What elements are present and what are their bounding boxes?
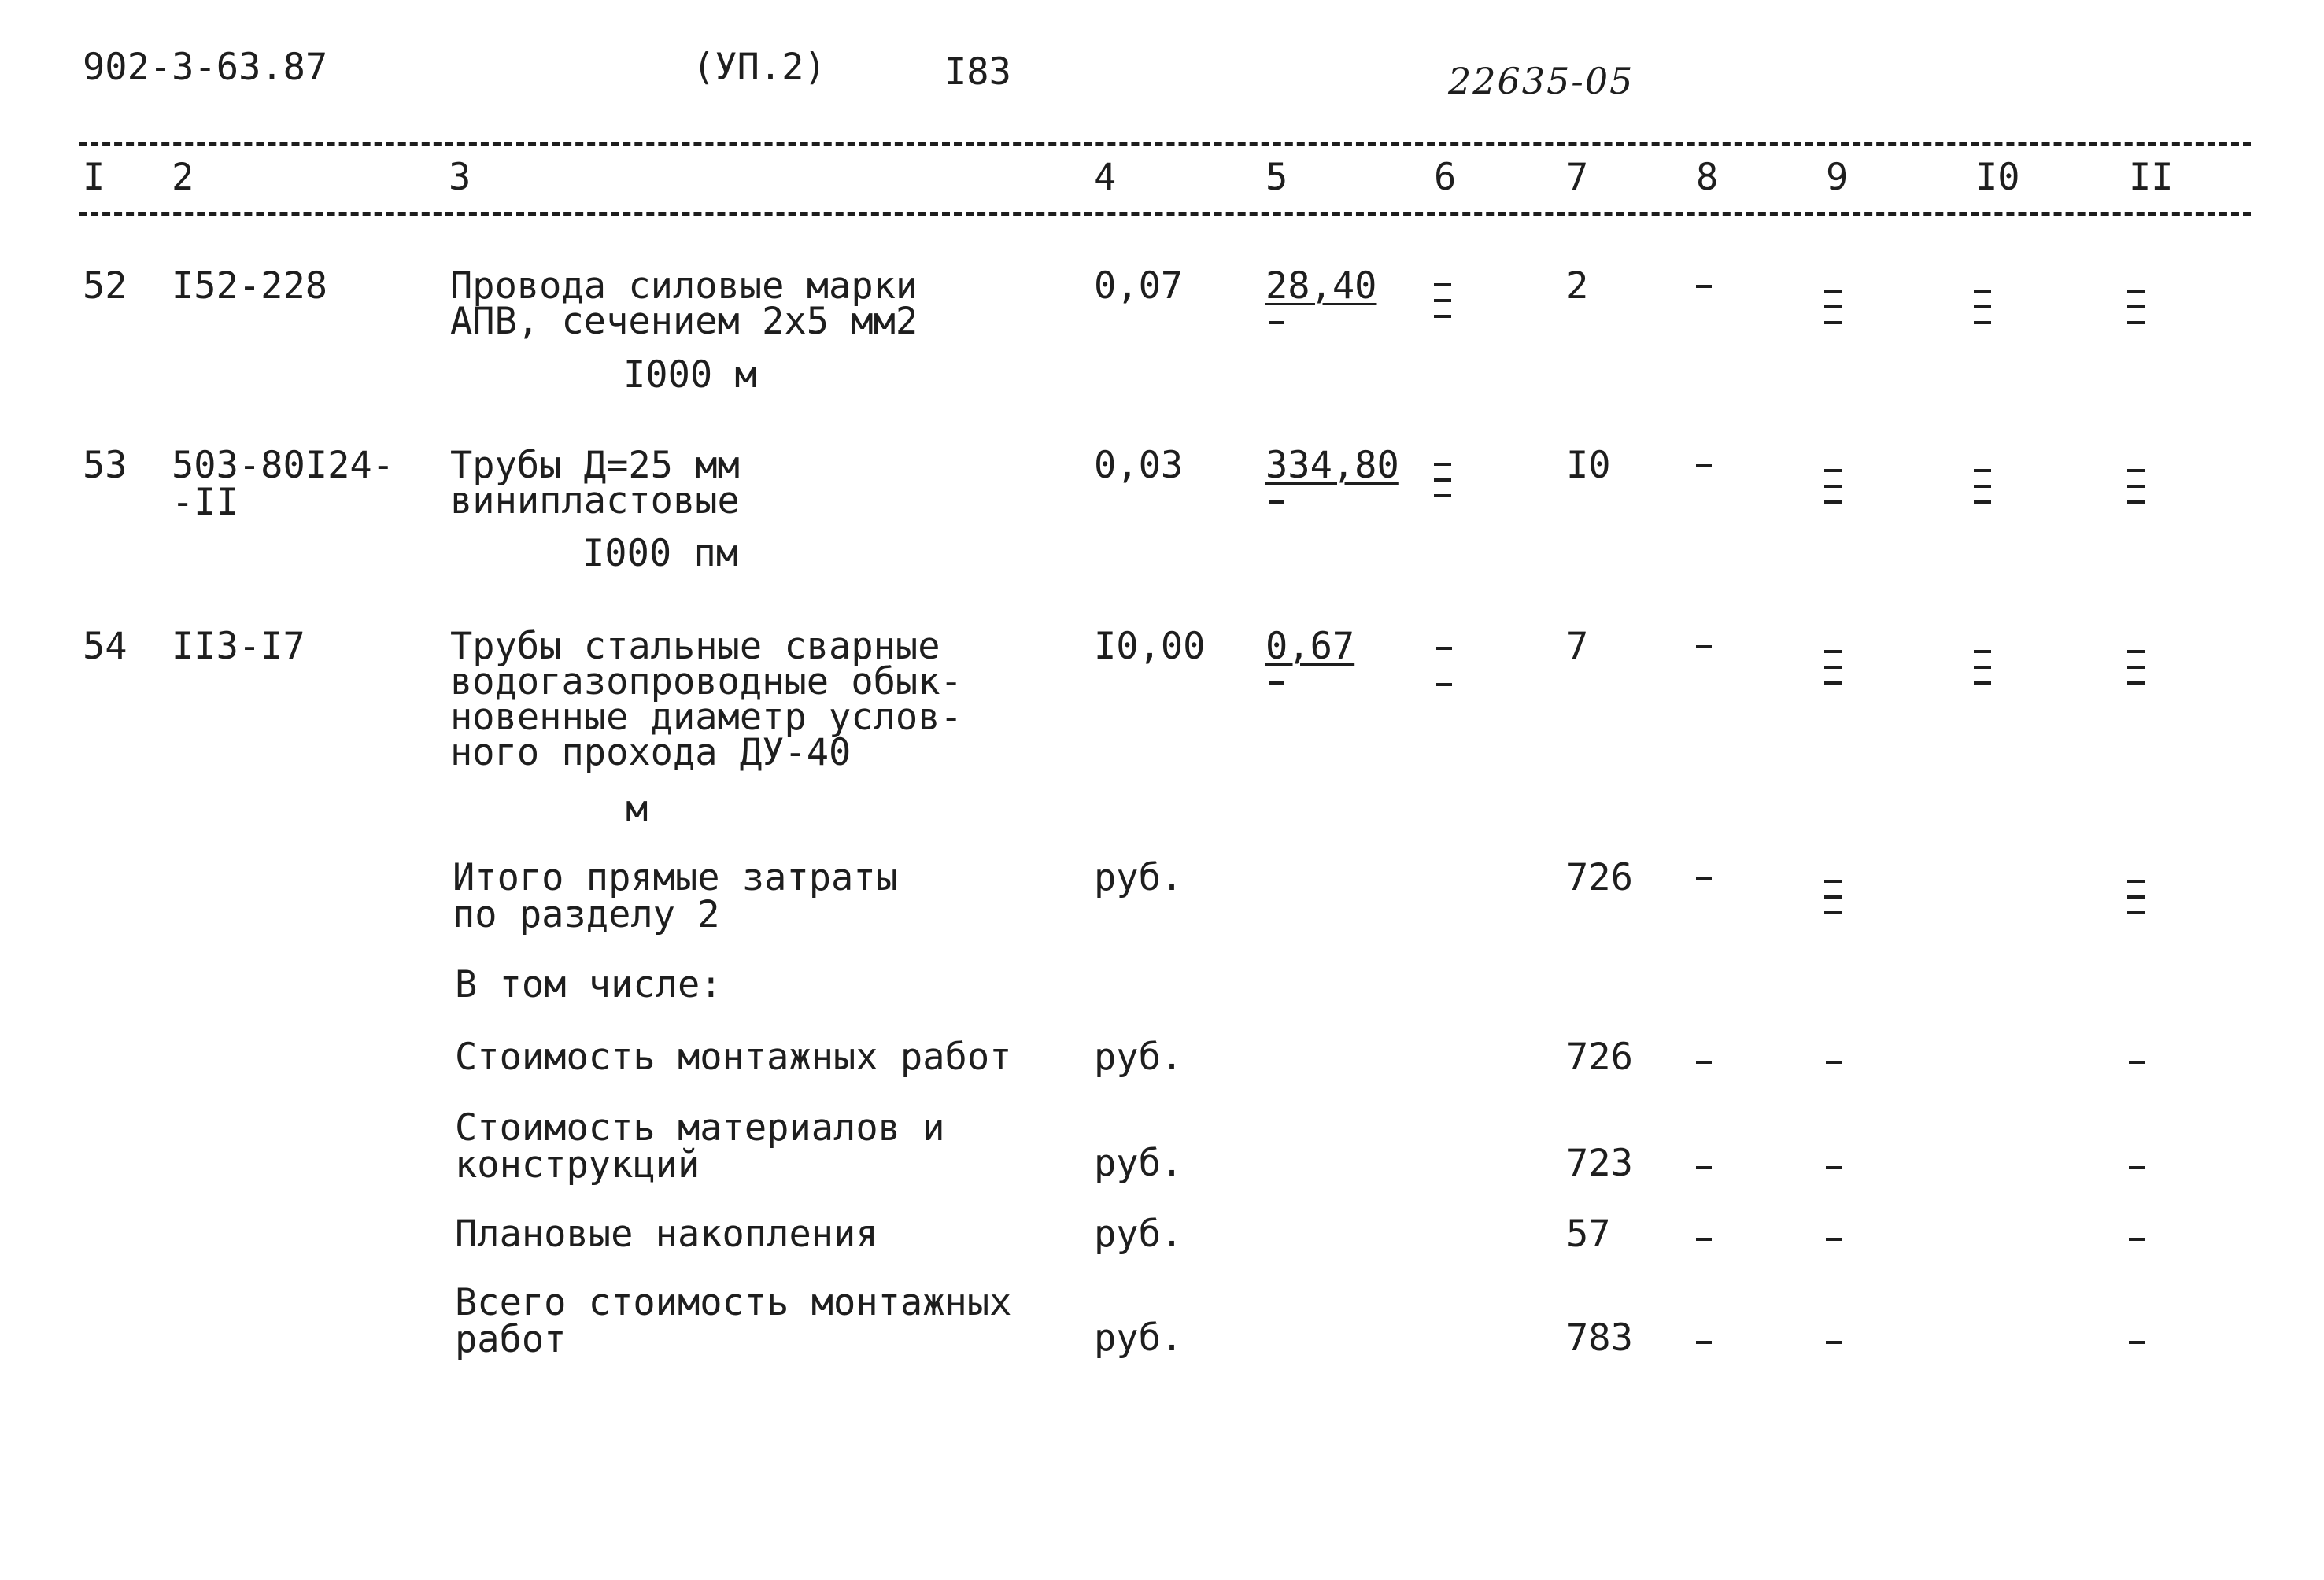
dash-mark [1696, 464, 1712, 467]
dash-mark [1696, 1166, 1712, 1169]
total-unit: руб. [1094, 1316, 1184, 1360]
price-dash [1269, 681, 1284, 685]
row-unit: м [626, 788, 648, 831]
column-header: 8 [1696, 156, 1719, 199]
total-label: Плановые накопления [455, 1213, 878, 1256]
price-dash [1269, 321, 1284, 324]
dash-mark [2129, 1061, 2145, 1064]
dash-mark [1696, 645, 1712, 648]
total-value: 726 [1566, 856, 1633, 899]
dash-mark [2129, 1166, 2145, 1169]
inventory-number: 22635-05 [1448, 60, 1635, 102]
row-code: II3-I7 [172, 625, 305, 668]
dash-mark [1696, 285, 1712, 288]
column-header: 9 [1826, 156, 1849, 199]
total-label: Всего стоимость монтажных работ [455, 1281, 1012, 1361]
total-label: Стоимость монтажных работ [455, 1035, 1012, 1079]
column-header: 2 [172, 156, 194, 199]
dash-mark [1436, 683, 1452, 686]
column-header: 7 [1566, 156, 1589, 199]
row-number: 53 [83, 444, 127, 487]
ditto-mark [2127, 290, 2146, 337]
ditto-mark [1824, 650, 1843, 697]
page-number: I83 [944, 50, 1011, 94]
column-header: I [83, 156, 105, 199]
dash-mark [1826, 1341, 1842, 1344]
including-label: В том числе: [455, 963, 722, 1006]
dash-mark [1696, 1061, 1712, 1064]
dash-mark [1826, 1061, 1842, 1064]
row-quantity: I0,00 [1094, 625, 1206, 668]
dash-mark [1696, 1238, 1712, 1241]
total-label: Стоимость материалов и конструкций [455, 1106, 945, 1187]
total-value: 783 [1566, 1316, 1633, 1360]
row-description-line: Провода силовые марки [450, 264, 918, 308]
row-unit-price: 0,67 [1265, 625, 1355, 668]
row-unit-price: 28,40 [1265, 264, 1377, 308]
total-value: 723 [1566, 1142, 1633, 1185]
ditto-mark [2127, 650, 2146, 697]
ditto-mark [2127, 880, 2146, 927]
ditto-mark [1974, 469, 1993, 516]
total-unit: руб. [1094, 1142, 1184, 1185]
row-description-line: новенные диаметр услов- [450, 696, 962, 739]
header-top-rule [79, 142, 2251, 146]
dash-mark [2129, 1341, 2145, 1344]
header-bottom-rule [79, 212, 2251, 216]
column-header: 3 [449, 156, 471, 199]
ditto-mark [1824, 290, 1843, 337]
row-code: I52-228 [172, 264, 328, 308]
dash-mark [1696, 877, 1712, 880]
price-dash [1269, 500, 1284, 504]
ditto-mark [2127, 469, 2146, 516]
row-description-line: винипластовые [450, 479, 740, 522]
row-description-line: ного прохода ДУ-40 [450, 731, 852, 774]
total-unit: руб. [1094, 856, 1184, 899]
column-header: I0 [1975, 156, 2020, 199]
ditto-mark [1974, 290, 1993, 337]
row-description-line: Трубы Д=25 мм [450, 444, 740, 487]
row-description-line: АПВ, сечением 2х5 мм2 [450, 300, 918, 343]
row-unit: I000 пм [582, 532, 739, 575]
ditto-mark [1434, 283, 1453, 330]
row-column-7: I0 [1566, 444, 1611, 487]
ditto-mark [1824, 880, 1843, 927]
row-code: 503-80I24- -II [172, 444, 394, 524]
row-quantity: 0,07 [1094, 264, 1184, 308]
ditto-mark [1434, 463, 1453, 510]
row-number: 54 [83, 625, 127, 668]
ditto-mark [1974, 650, 1993, 697]
column-header: 6 [1434, 156, 1457, 199]
document-code: 902-3-63.87 [83, 46, 328, 89]
total-value: 57 [1566, 1213, 1611, 1256]
dash-mark [1696, 1341, 1712, 1344]
dash-mark [2129, 1238, 2145, 1241]
row-unit: I000 м [623, 353, 757, 397]
total-value: 726 [1566, 1035, 1633, 1079]
total-label: Итого прямые затраты по разделу 2 [453, 856, 898, 936]
ditto-mark [1824, 469, 1843, 516]
row-column-7: 2 [1566, 264, 1589, 308]
row-quantity: 0,03 [1094, 444, 1184, 487]
total-unit: руб. [1094, 1035, 1184, 1079]
dash-mark [1436, 647, 1452, 650]
row-number: 52 [83, 264, 127, 308]
row-unit-price: 334,80 [1265, 444, 1399, 487]
column-header: 4 [1094, 156, 1117, 199]
row-description-line: водогазопроводные обык- [450, 660, 962, 703]
section-label: (УП.2) [693, 46, 826, 89]
row-column-7: 7 [1566, 625, 1589, 668]
column-header: II [2129, 156, 2174, 199]
dash-mark [1826, 1166, 1842, 1169]
row-description-line: Трубы стальные сварные [450, 625, 940, 668]
column-header: 5 [1265, 156, 1288, 199]
dash-mark [1826, 1238, 1842, 1241]
total-unit: руб. [1094, 1213, 1184, 1256]
